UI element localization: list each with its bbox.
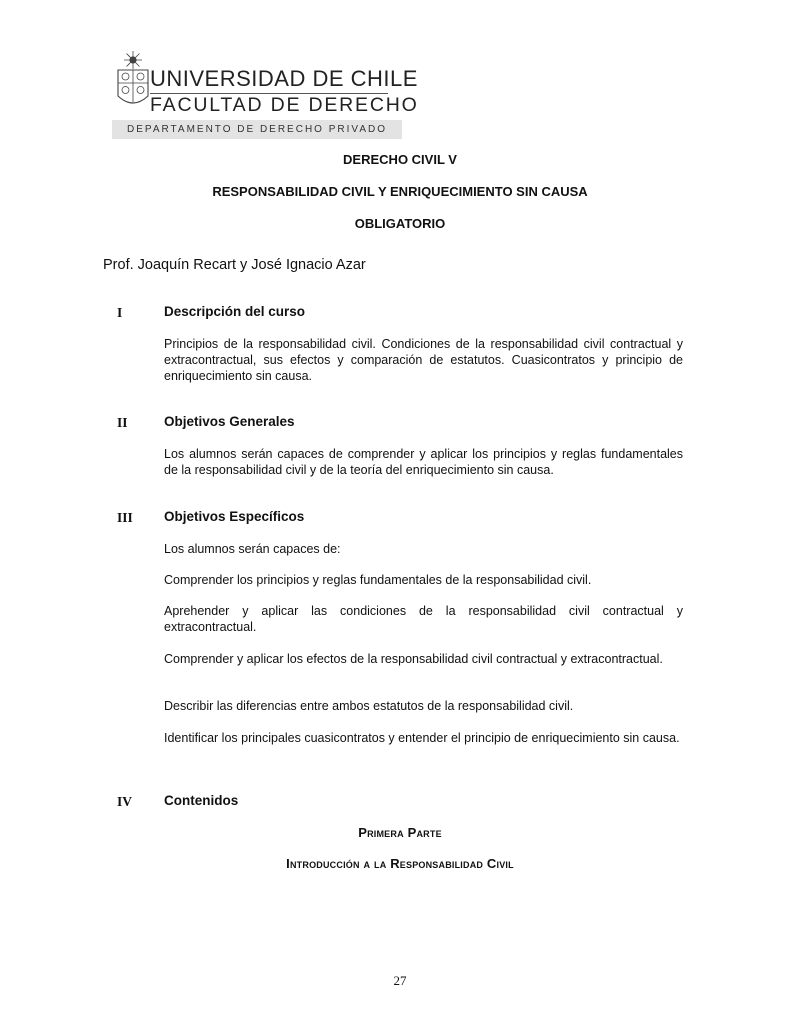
section-number: IV (117, 794, 133, 809)
university-logo (112, 50, 419, 140)
university-name: UNIVERSIDAD DE CHILE (150, 66, 418, 91)
section-paragraph: Identificar los principales cuasicontratos y entender el principio de enriquecimiento sin causa. (164, 731, 680, 745)
section-number: II (117, 415, 128, 430)
section-paragraph: Los alumnos serán capaces de comprender y aplicar los principios y reglas fundamentales de la responsabilidad civil y de la teoría del enriquecimiento sin causa. (164, 447, 683, 477)
faculty-name: FACULTAD DE DERECHO (150, 94, 419, 116)
course-title: DERECHO CIVIL V (343, 152, 457, 167)
professors: Prof. Joaquín Recart y José Ignacio Azar (103, 257, 366, 273)
section-paragraph: Aprehender y aplicar las condiciones de la responsabilidad civil contractual y extracontractual. (164, 604, 683, 634)
contents-part: Primera Parte (358, 825, 442, 840)
section-number: I (117, 305, 123, 320)
course-type: OBLIGATORIO (354, 216, 446, 231)
department-banner: DEPARTAMENTO DE DERECHO PRIVADO (112, 120, 402, 139)
course-subtitle: RESPONSABILIDAD CIVIL Y ENRIQUECIMIENTO SIN CAUSA (212, 184, 588, 199)
contents-part-title: Introducción a la Responsabilidad Civil (286, 856, 514, 871)
section-heading: Objetivos Específicos (164, 509, 305, 524)
section-paragraph: Principios de la responsabilidad civil. Condiciones de la responsabilidad civil contractual y extracontractual, sus efectos y comparación de estatutos. Cuasicontratos y principio de enriquecimiento sin causa. (164, 337, 683, 383)
section-heading: Objetivos Generales (164, 414, 295, 429)
section-paragraph: Comprender los principios y reglas fundamentales de la responsabilidad civil. (164, 573, 592, 587)
section-heading: Descripción del curso (164, 304, 306, 319)
page-number: 27 (393, 973, 407, 988)
section-heading: Contenidos (164, 793, 239, 808)
university-seal-icon (112, 50, 154, 112)
section-paragraph: Comprender y aplicar los efectos de la responsabilidad civil contractual y extracontractual. (164, 652, 663, 666)
section-paragraph: Describir las diferencias entre ambos estatutos de la responsabilidad civil. (164, 699, 574, 713)
section-number: III (117, 510, 133, 525)
section-paragraph: Los alumnos serán capaces de: (164, 542, 341, 556)
